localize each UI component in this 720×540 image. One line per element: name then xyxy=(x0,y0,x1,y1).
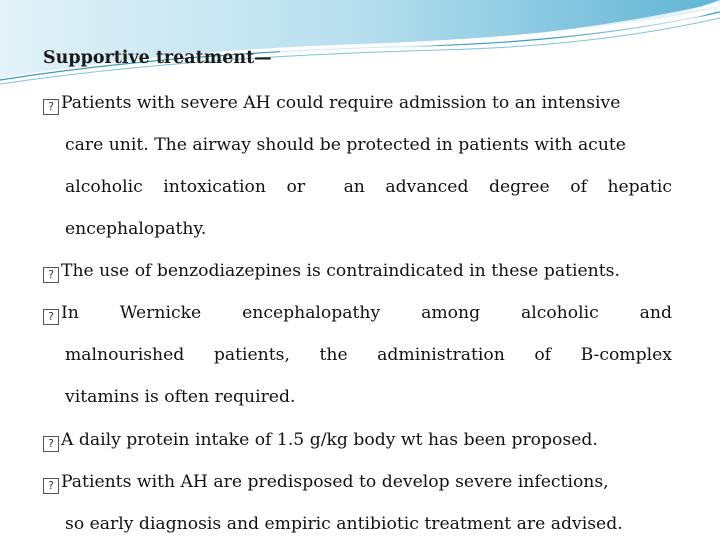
missing-glyph-bullet-icon: ? xyxy=(43,267,59,283)
bullet-text: Patients with severe AH could require admission to an intensive xyxy=(61,93,621,113)
missing-glyph-bullet-icon: ? xyxy=(43,436,59,452)
missing-glyph-bullet-icon: ? xyxy=(43,309,59,325)
bullet-item-justified: ? In Wernicke encephalopathy among alcoholic and xyxy=(43,301,672,325)
bullet-item xyxy=(43,91,620,115)
bullet-continuation-justified: alcoholic intoxication or an advanced degree of hepatic xyxy=(65,177,672,197)
slide-title: Supportive treatment— xyxy=(43,48,272,68)
bullet-text: A daily protein intake of 1.5 g/kg body wt has been proposed. xyxy=(61,430,598,450)
bullet-item xyxy=(43,470,609,494)
bullet-continuation: so early diagnosis and empiric antibiotic treatment are advised. xyxy=(65,514,623,534)
bullet-continuation-justified: malnourished patients, the administration of B-complex xyxy=(65,345,672,365)
bullet-item xyxy=(43,428,598,452)
bullet-continuation: care unit. The airway should be protected in patients with acute xyxy=(65,135,626,155)
bullet-continuation: vitamins is often required. xyxy=(65,387,296,407)
missing-glyph-bullet-icon: ? xyxy=(43,99,59,115)
missing-glyph-bullet-icon: ? xyxy=(43,478,59,494)
bullet-item xyxy=(43,259,620,283)
bullet-text: Patients with AH are predisposed to develop severe infections, xyxy=(61,472,609,492)
bullet-text: The use of benzodiazepines is contraindicated in these patients. xyxy=(61,261,620,281)
bullet-continuation: encephalopathy. xyxy=(65,219,207,239)
